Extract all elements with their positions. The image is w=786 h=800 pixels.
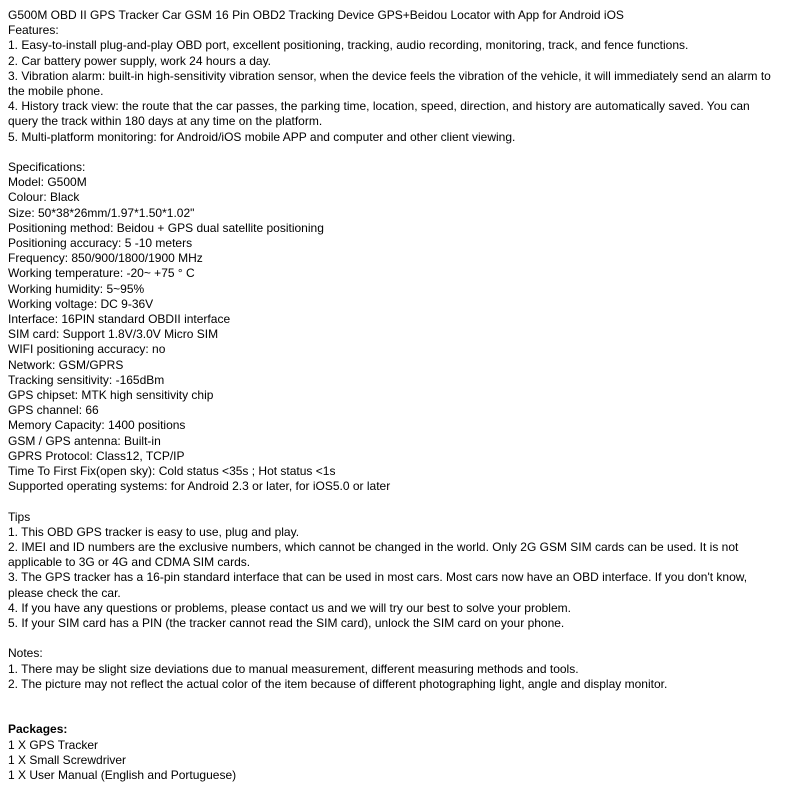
spec-item: GPRS Protocol: Class12, TCP/IP: [8, 448, 185, 463]
features-section: [8, 23, 778, 145]
tip-item: 4. If you have any questions or problems, please contact us and we will try our best to solve your problem.: [8, 600, 571, 615]
feature-item: 5. Multi-platform monitoring: for Android/iOS mobile APP and computer and other client viewing.: [8, 129, 516, 144]
spec-item: Size: 50*38*26mm/1.97*1.50*1.02": [8, 205, 195, 220]
note-item: 1. There may be slight size deviations due to manual measurement, different measuring methods and tools.: [8, 661, 579, 676]
spec-item: Network: GSM/GPRS: [8, 357, 124, 372]
packages-heading: Packages:: [8, 722, 68, 737]
spec-item: Working humidity: 5~95%: [8, 281, 145, 296]
feature-item: 3. Vibration alarm: built-in high-sensitivity vibration sensor, when the device feels the vibration of the vehicle, it will immediately send an alarm to the mobile phone.: [8, 68, 771, 99]
note-item: 2. The picture may not reflect the actual color of the item because of different photographing light, angle and display monitor.: [8, 676, 668, 691]
package-item: 1 X User Manual (English and Portuguese): [8, 768, 237, 783]
notes-section: [8, 646, 778, 692]
notes-heading: Notes:: [8, 646, 43, 661]
spec-item: Interface: 16PIN standard OBDII interface: [8, 312, 231, 327]
product-title: G500M OBD II GPS Tracker Car GSM 16 Pin OBD2 Tracking Device GPS+Beidou Locator with App for Android iOS: [8, 8, 624, 22]
spec-item: GPS chipset: MTK high sensitivity chip: [8, 388, 214, 403]
spacer: [8, 494, 778, 509]
spec-item: Working temperature: -20~ +75 ° C: [8, 266, 195, 281]
features-heading: Features:: [8, 23, 59, 38]
spec-item: SIM card: Support 1.8V/3.0V Micro SIM: [8, 327, 219, 342]
feature-item: 2. Car battery power supply, work 24 hours a day.: [8, 53, 272, 68]
feature-item: 1. Easy-to-install plug-and-play OBD port, excellent positioning, tracking, audio recording, monitoring, track, and fence functions.: [8, 38, 689, 53]
packages-section: [8, 722, 778, 783]
spacer: [8, 631, 778, 646]
package-item: 1 X GPS Tracker: [8, 737, 99, 752]
tip-item: 1. This OBD GPS tracker is easy to use, plug and play.: [8, 524, 300, 539]
spacer: [8, 145, 778, 160]
tip-item: 3. The GPS tracker has a 16-pin standard interface that can be used in most cars. Most cars now have an OBD interface. If you don't know, please check the car.: [8, 570, 748, 600]
package-item: 1 X Small Screwdriver: [8, 752, 127, 767]
feature-item: 4. History track view: the route that the car passes, the parking time, location, speed, direction, and history are automatically saved. You can query the track within 180 days at any time on the platform.: [8, 99, 750, 129]
spec-item: GSM / GPS antenna: Built-in: [8, 433, 161, 448]
spec-item: Model: G500M: [8, 175, 87, 190]
tips-section: [8, 510, 778, 632]
spec-item: Positioning method: Beidou + GPS dual satellite positioning: [8, 220, 324, 235]
spec-item: Memory Capacity: 1400 positions: [8, 418, 186, 433]
spec-item: GPS channel: 66: [8, 403, 99, 418]
tip-item: 2. IMEI and ID numbers are the exclusive numbers, which cannot be changed in the world. Only 2G GSM SIM cards can be used. It is not applicable to 3G or 4G and CDMA SIM cards.: [8, 540, 739, 570]
specifications-heading: Specifications:: [8, 160, 86, 175]
spec-item: Tracking sensitivity: -165dBm: [8, 372, 165, 387]
tip-item: 5. If your SIM card has a PIN (the tracker cannot read the SIM card), unlock the SIM card on your phone.: [8, 616, 565, 631]
spec-item: Positioning accuracy: 5 -10 meters: [8, 236, 193, 251]
spec-item: Frequency: 850/900/1800/1900 MHz: [8, 251, 203, 266]
spec-item: WIFI positioning accuracy: no: [8, 342, 166, 357]
specifications-section: [8, 160, 778, 494]
spacer: [8, 707, 778, 722]
spec-item: Colour: Black: [8, 190, 80, 205]
spec-item: Supported operating systems: for Android 2.3 or later, for iOS5.0 or later: [8, 479, 391, 494]
spec-item: Working voltage: DC 9-36V: [8, 296, 154, 311]
spacer: [8, 692, 778, 707]
spec-item: Time To First Fix(open sky): Cold status <35s ; Hot status <1s: [8, 464, 336, 479]
tips-heading: Tips: [8, 509, 31, 524]
